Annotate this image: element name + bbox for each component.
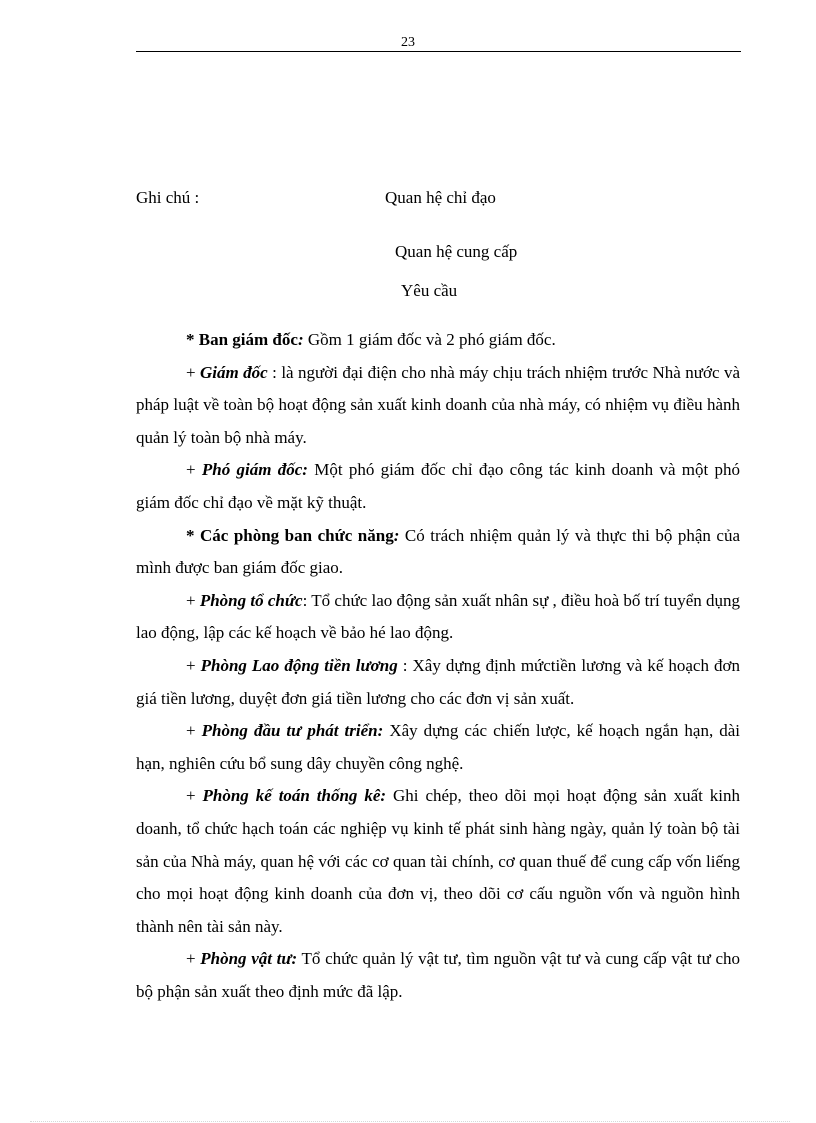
- para-text: Có trách nhiệm quản lý và thực thi bộ phận của mình được ban giám đốc giao.: [136, 525, 740, 578]
- paragraph-phong-ke-toan: [136, 780, 740, 943]
- para-term: Phòng Lao động tiền lương: [200, 655, 398, 675]
- para-sep: :: [297, 330, 308, 349]
- paragraph-giam-doc: [136, 357, 740, 455]
- para-prefix: +: [186, 949, 201, 969]
- page-number: 23: [401, 35, 415, 50]
- para-text: Xây dựng định mứctiền lương và kế hoạch đơn giá tiền lương, duyệt đơn giá tiền lương cho các đơn vị sản xuất.: [136, 655, 740, 708]
- para-term: Phòng đầu tư phát triển:: [201, 721, 384, 741]
- legend-item-request: Yêu cầu: [401, 281, 458, 300]
- para-term: Phó giám đốc:: [201, 460, 308, 480]
- para-sep: :: [397, 655, 413, 675]
- para-term: Ban giám đốc: [198, 330, 298, 349]
- paragraph-phong-dau-tu: [136, 715, 740, 780]
- para-prefix: +: [186, 786, 203, 806]
- para-prefix: +: [186, 460, 202, 480]
- para-sep: :: [393, 525, 405, 545]
- para-text: Gồm 1 giám đốc và 2 phó giám đốc.: [307, 330, 556, 349]
- para-term: Phòng kế toán thống kê:: [202, 786, 387, 806]
- paragraph-phong-lao-dong: [136, 650, 740, 715]
- legend-label: Ghi chú :: [136, 188, 200, 207]
- para-text: Tổ chức lao động sản xuất nhân sự , điều hoà bố trí tuyển dụng lao động, lập các kế hoạch về bảo hé lao động.: [136, 590, 741, 643]
- para-sep: :: [302, 590, 312, 610]
- para-text: Một phó giám đốc chỉ đạo công tác kinh doanh và một phó giám đốc chỉ đạo về mặt kỹ thuật.: [136, 460, 741, 512]
- para-sep: [386, 786, 393, 805]
- paragraph-phong-to-chuc: [136, 585, 740, 650]
- paragraph-ban-giam-doc: [136, 324, 740, 357]
- header-rule: [136, 51, 741, 52]
- paragraph-cac-phong-ban: [136, 520, 740, 585]
- para-text: Ghi chép, theo dõi mọi hoạt động sản xuất kinh doanh, tổ chức hạch toán các nghiệp vụ kinh tế phát sinh hàng ngày, quản lý toàn bộ tài sản của Nhà máy, quan hệ với các cơ quan tài chính, cơ quan thuế để cung cấp vốn liếng cho mọi hoạt động kinh doanh của đơn vị, theo dõi cơ cấu nguồn vốn và nguồn hình thành nên tài sản này.: [136, 786, 741, 936]
- para-term: Phòng vật tư:: [200, 949, 298, 969]
- para-sep: :: [267, 362, 282, 382]
- para-prefix: *: [186, 525, 200, 545]
- para-text: Xây dựng các chiến lược, kế hoạch ngắn hạn, dài hạn, nghiên cứu bổ sung dây chuyền công nghệ.: [136, 721, 741, 773]
- para-prefix: *: [186, 330, 199, 349]
- body-text: [136, 324, 740, 1008]
- paragraph-pho-giam-doc: [136, 454, 740, 519]
- para-prefix: +: [186, 590, 200, 610]
- para-prefix: +: [186, 721, 202, 741]
- para-term: Các phòng ban chức năng: [200, 525, 394, 545]
- para-term: Giám đốc: [200, 362, 268, 382]
- legend-item-directive: Quan hệ chỉ đạo: [385, 188, 496, 207]
- para-text: là người đại điện cho nhà máy chịu trách nhiệm trước Nhà nước và pháp luật về toàn bộ hoạt động sản xuất kinh doanh của nhà máy, có nhiệm vụ điều hành quản lý toàn bộ nhà máy.: [136, 362, 740, 447]
- page-bottom-edge: [30, 1121, 790, 1122]
- para-prefix: +: [186, 362, 201, 382]
- para-term: Phòng tổ chức: [199, 590, 303, 610]
- paragraph-phong-vat-tu: [136, 943, 740, 1008]
- legend-item-supply: Quan hệ cung cấp: [395, 242, 518, 261]
- para-text: Tổ chức quản lý vật tư, tìm nguồn vật tư và cung cấp vật tư cho bộ phận sản xuất theo định mức đã lập.: [136, 949, 740, 1001]
- para-prefix: +: [186, 655, 201, 675]
